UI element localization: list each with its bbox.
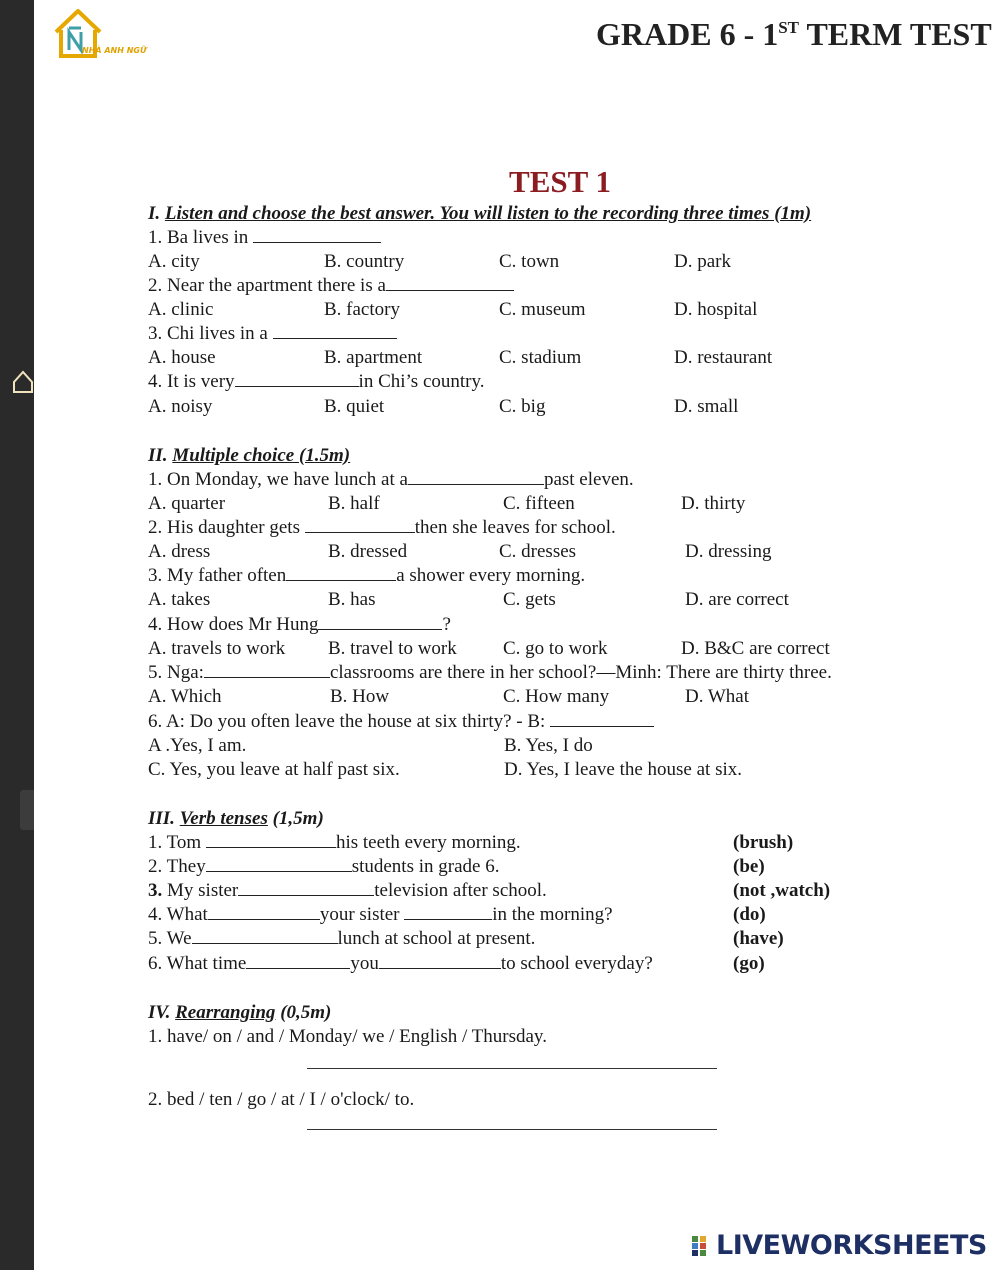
option[interactable]: A. travels to work <box>148 638 286 659</box>
option[interactable]: D. hospital <box>674 299 758 320</box>
option[interactable]: C. big <box>499 396 546 417</box>
verb-question: 2. They students in grade 6. <box>148 856 500 877</box>
verb-question: 4. What your sister in the morning? <box>148 904 613 925</box>
verb-hint: (do) <box>733 904 766 925</box>
option[interactable]: D. Yes, I leave the house at six. <box>504 759 742 780</box>
section-3-heading: III. Verb tenses (1,5m) <box>148 808 324 829</box>
answer-blank[interactable] <box>235 372 359 387</box>
option[interactable]: A. Which <box>148 686 222 707</box>
option[interactable]: C. Yes, you leave at half past six. <box>148 759 400 780</box>
option[interactable]: A. clinic <box>148 299 214 320</box>
question: 1. On Monday, we have lunch at a past eleven. <box>148 469 634 490</box>
answer-blank[interactable] <box>408 470 544 485</box>
option[interactable]: B. How <box>330 686 390 707</box>
answer-line[interactable] <box>307 1129 717 1130</box>
question: 2. Near the apartment there is a <box>148 275 514 297</box>
liveworksheets-brand: LIVEWORKSHEETS <box>716 1230 987 1261</box>
answer-blank[interactable] <box>318 615 442 630</box>
option[interactable]: D. What <box>685 686 750 707</box>
option[interactable]: D. thirty <box>681 493 746 514</box>
option[interactable]: C. stadium <box>499 347 582 368</box>
rearrange-item: 2. bed / ten / go / at / I / o'clock/ to. <box>148 1089 415 1110</box>
answer-blank[interactable] <box>208 905 320 920</box>
question: 4. How does Mr Hung ? <box>148 614 451 635</box>
side-panel-tab[interactable] <box>20 790 34 830</box>
answer-blank[interactable] <box>192 929 338 944</box>
question: 1. Ba lives in <box>148 227 381 249</box>
question: 6. A: Do you often leave the house at six thirty? - B: <box>148 711 654 733</box>
option[interactable]: D. restaurant <box>674 347 773 368</box>
rearrange-item: 1. have/ on / and / Monday/ we / English / Thursday. <box>148 1026 547 1047</box>
section-1-heading: I. Listen and choose the best answer. You will listen to the recording three times (1m) <box>148 203 812 224</box>
option[interactable]: A. house <box>148 347 216 368</box>
option[interactable]: C. town <box>499 251 560 272</box>
option[interactable]: A. quarter <box>148 493 226 514</box>
option[interactable]: C. go to work <box>503 638 608 659</box>
option[interactable]: B. has <box>328 589 376 610</box>
worksheet-grid-icon <box>692 1236 714 1256</box>
option[interactable]: D. small <box>674 396 739 417</box>
option[interactable]: C. museum <box>499 299 586 320</box>
verb-hint: (go) <box>733 953 765 974</box>
option[interactable]: B. quiet <box>324 396 385 417</box>
answer-line[interactable] <box>307 1068 717 1069</box>
answer-blank[interactable] <box>253 228 381 243</box>
page-header-title: GRADE 6 - 1ST TERM TEST <box>596 16 992 52</box>
verb-hint: (be) <box>733 856 765 877</box>
answer-blank[interactable] <box>404 905 492 920</box>
verb-hint: (brush) <box>733 832 794 853</box>
option[interactable]: D. dressing <box>685 541 772 562</box>
answer-blank[interactable] <box>238 881 374 896</box>
option[interactable]: A .Yes, I am. <box>148 735 247 756</box>
option[interactable]: B. apartment <box>324 347 423 368</box>
option[interactable]: A. city <box>148 251 200 272</box>
verb-question: 5. We lunch at school at present. <box>148 928 536 949</box>
answer-blank[interactable] <box>206 857 352 872</box>
answer-blank[interactable] <box>305 518 415 533</box>
question: 5. Nga: classrooms are there in her school?—Minh: There are thirty three. <box>148 662 832 683</box>
option[interactable]: B. half <box>328 493 380 514</box>
option[interactable]: D. park <box>674 251 731 272</box>
section-2-heading: II. Multiple choice (1.5m) <box>148 445 351 466</box>
section-4-heading: IV. Rearranging (0,5m) <box>148 1002 332 1023</box>
option[interactable]: C. gets <box>503 589 556 610</box>
verb-question: 1. Tom his teeth every morning. <box>148 832 521 853</box>
question: 3. Chi lives in a <box>148 323 397 345</box>
verb-hint: (have) <box>733 928 784 949</box>
question: 3. My father often a shower every morning. <box>148 565 586 586</box>
option[interactable]: B. factory <box>324 299 400 320</box>
answer-blank[interactable] <box>286 566 396 581</box>
option[interactable]: C. How many <box>503 686 610 707</box>
test-title: TEST 1 <box>509 164 611 199</box>
option[interactable]: D. are correct <box>685 589 789 610</box>
question: 4. It is very in Chi’s country. <box>148 371 485 392</box>
option[interactable]: D. B&C are correct <box>681 638 830 659</box>
answer-blank[interactable] <box>273 324 397 339</box>
option[interactable]: B. dressed <box>328 541 408 562</box>
logo-text: NHÀ ANH NGỮ <box>82 46 147 55</box>
faded-house-icon <box>12 368 34 394</box>
option[interactable]: C. dresses <box>499 541 577 562</box>
option[interactable]: C. fifteen <box>503 493 575 514</box>
verb-hint: (not ,watch) <box>733 880 831 901</box>
answer-blank[interactable] <box>386 276 514 291</box>
answer-blank[interactable] <box>550 712 654 727</box>
option[interactable]: A. noisy <box>148 396 213 417</box>
answer-blank[interactable] <box>379 954 501 969</box>
answer-blank[interactable] <box>206 833 336 848</box>
question: 2. His daughter gets then she leaves for school. <box>148 517 616 538</box>
answer-blank[interactable] <box>246 954 350 969</box>
option[interactable]: B. Yes, I do <box>504 735 593 756</box>
answer-blank[interactable] <box>204 663 330 678</box>
option[interactable]: A. dress <box>148 541 211 562</box>
option[interactable]: B. travel to work <box>328 638 457 659</box>
option[interactable]: B. country <box>324 251 405 272</box>
option[interactable]: A. takes <box>148 589 211 610</box>
verb-question: 6. What time you to school everyday? <box>148 953 653 974</box>
verb-question: 3. My sister television after school. <box>148 880 547 901</box>
